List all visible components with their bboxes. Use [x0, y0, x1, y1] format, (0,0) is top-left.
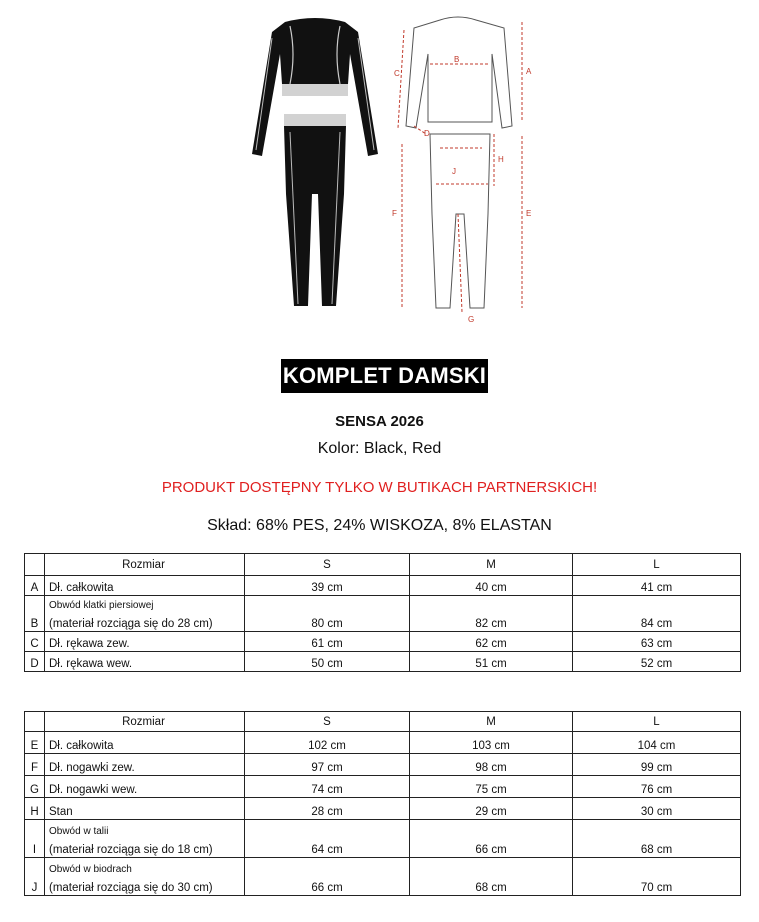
row-code: C — [25, 632, 45, 652]
label-f: F — [392, 209, 397, 218]
table-row — [25, 754, 741, 776]
label-g: G — [468, 315, 475, 324]
value-m: 98 cm — [410, 754, 573, 776]
model-name: SENSA 2026 — [335, 413, 424, 430]
value-s: 39 cm — [245, 576, 410, 596]
value-m: 75 cm — [410, 776, 573, 798]
header-size-label: Rozmiar — [45, 554, 245, 576]
value-s: 61 cm — [245, 632, 410, 652]
header-s: S — [245, 554, 410, 576]
label-j: J — [452, 167, 456, 176]
table-header-row — [25, 554, 741, 576]
row-label: Dł. nogawki wew. — [45, 776, 245, 798]
row-label: Dł. rękawa wew. — [45, 652, 245, 672]
label-e: E — [526, 209, 532, 218]
label-a: A — [526, 67, 532, 76]
table-row — [25, 632, 741, 652]
value-m: 51 cm — [410, 652, 573, 672]
value-l: 41 cm — [573, 576, 741, 596]
composition-info: Skład: 68% PES, 24% WISKOZA, 8% ELASTAN — [207, 517, 552, 534]
value-m: 103 cm — [410, 732, 573, 754]
row-label-note: (materiał rozciąga się do 18 cm) — [49, 844, 213, 856]
top-size-table — [24, 553, 741, 672]
header-code — [25, 554, 45, 576]
header-m: M — [410, 554, 573, 576]
table-row — [25, 652, 741, 672]
row-label — [45, 858, 245, 896]
row-code: J — [25, 858, 45, 896]
table-row — [25, 596, 741, 632]
row-label: Dł. rękawa zew. — [45, 632, 245, 652]
value-l: 70 cm — [573, 858, 741, 896]
value-m: 29 cm — [410, 798, 573, 820]
value-l: 99 cm — [573, 754, 741, 776]
row-label — [45, 820, 245, 858]
value-l: 76 cm — [573, 776, 741, 798]
value-m: 40 cm — [410, 576, 573, 596]
table-row — [25, 732, 741, 754]
bottom-size-table — [24, 711, 741, 896]
header-s: S — [245, 712, 410, 732]
row-label-note: (materiał rozciąga się do 28 cm) — [49, 618, 213, 630]
color-info: Kolor: Black, Red — [317, 440, 442, 457]
value-s: 74 cm — [245, 776, 410, 798]
row-code: I — [25, 820, 45, 858]
row-label: Stan — [45, 798, 245, 820]
value-s: 50 cm — [245, 652, 410, 672]
product-title: KOMPLET DAMSKI — [281, 359, 488, 393]
availability-notice: PRODUKT DOSTĘPNY TYLKO W BUTIKACH PARTNERSKICH! — [161, 479, 598, 496]
value-s: 64 cm — [245, 820, 410, 858]
value-l: 68 cm — [573, 820, 741, 858]
label-h: H — [498, 155, 504, 164]
value-s: 66 cm — [245, 858, 410, 896]
value-l: 84 cm — [573, 596, 741, 632]
header-size-label: Rozmiar — [45, 712, 245, 732]
value-l: 104 cm — [573, 732, 741, 754]
value-m: 68 cm — [410, 858, 573, 896]
row-label: Dł. całkowita — [45, 576, 245, 596]
value-l: 30 cm — [573, 798, 741, 820]
row-code: G — [25, 776, 45, 798]
header-l: L — [573, 554, 741, 576]
value-m: 82 cm — [410, 596, 573, 632]
table-row — [25, 858, 741, 896]
value-s: 102 cm — [245, 732, 410, 754]
row-code: E — [25, 732, 45, 754]
header-code — [25, 712, 45, 732]
label-d: D — [424, 129, 430, 138]
value-s: 97 cm — [245, 754, 410, 776]
measurement-diagram — [392, 14, 578, 326]
header-l: L — [573, 712, 741, 732]
table-header-row — [25, 712, 741, 732]
value-s: 80 cm — [245, 596, 410, 632]
row-label-note: (materiał rozciąga się do 30 cm) — [49, 882, 213, 894]
value-s: 28 cm — [245, 798, 410, 820]
row-code: F — [25, 754, 45, 776]
value-l: 63 cm — [573, 632, 741, 652]
value-l: 52 cm — [573, 652, 741, 672]
value-m: 62 cm — [410, 632, 573, 652]
label-c: C — [394, 69, 400, 78]
value-m: 66 cm — [410, 820, 573, 858]
row-code: B — [25, 596, 45, 632]
header-m: M — [410, 712, 573, 732]
row-code: H — [25, 798, 45, 820]
table-row — [25, 776, 741, 798]
product-photo — [250, 14, 380, 312]
label-b: B — [454, 55, 460, 64]
row-code: A — [25, 576, 45, 596]
row-label-main: Obwód klatki piersiowej — [49, 600, 154, 611]
table-row — [25, 820, 741, 858]
row-code: D — [25, 652, 45, 672]
row-label: Dł. nogawki zew. — [45, 754, 245, 776]
row-label: Dł. całkowita — [45, 732, 245, 754]
table-row — [25, 576, 741, 596]
row-label-main: Obwód w biodrach — [49, 864, 132, 875]
table-row — [25, 798, 741, 820]
row-label-main: Obwód w talii — [49, 826, 109, 837]
row-label — [45, 596, 245, 632]
